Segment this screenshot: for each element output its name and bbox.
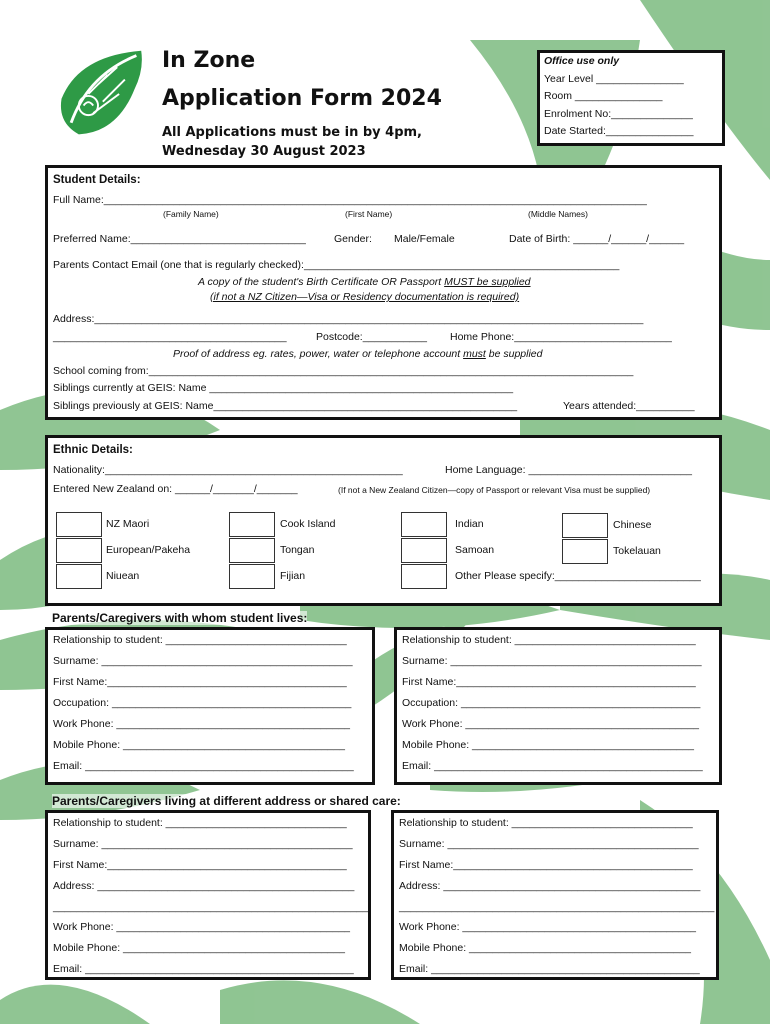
label-niuean: Niuean	[106, 570, 140, 582]
office-use-box	[537, 50, 725, 146]
other-parent2-email-field[interactable]: Email: ______________________________________________	[399, 963, 700, 975]
postcode-field[interactable]: Postcode:___________	[316, 331, 427, 343]
other-parent1-address-line2-field[interactable]: ______________________________________________________	[53, 901, 369, 913]
parent1-mobile-phone-field[interactable]: Mobile Phone: ______________________________________	[53, 739, 345, 751]
parent1-occupation-field[interactable]: Occupation: _________________________________________	[53, 697, 352, 709]
label-cook-island: Cook Island	[280, 518, 336, 530]
checkbox-indian[interactable]	[401, 512, 447, 537]
checkbox-european-pakeha[interactable]	[56, 538, 102, 563]
home-phone-field[interactable]: Home Phone:___________________________	[450, 331, 672, 343]
middle-names-hint: (Middle Names)	[528, 209, 588, 219]
checkbox-cook-island[interactable]	[229, 512, 275, 537]
checkbox-nz-maori[interactable]	[56, 512, 102, 537]
entered-nz-note: (If not a New Zealand Citizen—copy of Passport or relevant Visa must be supplied)	[338, 485, 651, 495]
other-parent2-box	[391, 810, 719, 980]
other-parent1-mobile-phone-field[interactable]: Mobile Phone: ______________________________________	[53, 942, 345, 954]
visa-note: (if not a NZ Citizen—Visa or Residency documentation is required)	[210, 291, 520, 303]
other-parent2-address-line2-field[interactable]: ______________________________________________________	[399, 901, 715, 913]
label-tokelauan: Tokelauan	[613, 545, 661, 557]
other-parent2-address-field[interactable]: Address: ____________________________________________	[399, 880, 701, 892]
checkbox-tongan[interactable]	[229, 538, 275, 563]
family-name-hint: (Family Name)	[163, 209, 219, 219]
student-details-heading: Student Details:	[53, 174, 141, 186]
other-parent1-surname-field[interactable]: Surname: ___________________________________________	[53, 838, 353, 850]
other-parent1-email-field[interactable]: Email: ______________________________________________	[53, 963, 354, 975]
other-parent2-work-phone-field[interactable]: Work Phone: ________________________________________	[399, 921, 697, 933]
other-parent2-relationship-field[interactable]: Relationship to student: _______________________________	[399, 817, 693, 829]
parent1-relationship-field[interactable]: Relationship to student: _______________________________	[53, 634, 347, 646]
checkbox-chinese[interactable]	[562, 513, 608, 538]
parent2-first-name-field[interactable]: First Name:_________________________________________	[402, 676, 696, 688]
proof-of-address-note	[173, 348, 543, 360]
form-title-line2: Application Form 2024	[162, 86, 442, 111]
office-year-level-field[interactable]: Year Level _______________	[544, 73, 684, 85]
date-of-birth-field[interactable]: Date of Birth: ______/______/______	[509, 233, 685, 245]
gender-label: Gender:	[334, 233, 372, 245]
address-field[interactable]: Address:______________________________________________________________________________________________	[53, 313, 644, 325]
parent1-work-phone-field[interactable]: Work Phone: ________________________________________	[53, 718, 351, 730]
ethnic-details-heading: Ethnic Details:	[53, 444, 133, 456]
deadline-line2: Wednesday 30 August 2023	[162, 144, 366, 159]
other-parent1-first-name-field[interactable]: First Name:_________________________________________	[53, 859, 347, 871]
office-room-field[interactable]: Room _______________	[544, 90, 663, 102]
siblings-current-field[interactable]: Siblings currently at GEIS: Name ____________________________________________________	[53, 382, 514, 394]
parent1-surname-field[interactable]: Surname: ___________________________________________	[53, 655, 353, 667]
school-coming-from-field[interactable]: School coming from:___________________________________________________________________________________	[53, 365, 634, 377]
student-details-section	[45, 165, 722, 420]
first-name-hint: (First Name)	[345, 209, 393, 219]
label-samoan: Samoan	[455, 544, 495, 556]
parent2-email-field[interactable]: Email: ______________________________________________	[402, 760, 703, 772]
proof-text-must: must	[463, 348, 486, 360]
other-parents-heading: Parents/Caregivers living at different address or shared care:	[52, 794, 401, 808]
years-attended-field[interactable]: Years attended:__________	[563, 400, 695, 412]
parents-email-field[interactable]: Parents Contact Email (one that is regularly checked):______________________________________________________	[53, 259, 620, 271]
school-logo	[50, 46, 146, 142]
other-parent1-work-phone-field[interactable]: Work Phone: ________________________________________	[53, 921, 351, 933]
other-parent2-mobile-phone-field[interactable]: Mobile Phone: ______________________________________	[399, 942, 691, 954]
proof-text-a: Proof of address eg. rates, power, water or telephone account	[173, 348, 464, 360]
form-title-line1: In Zone	[162, 48, 256, 73]
birth-cert-must: MUST be supplied	[444, 276, 531, 288]
office-date-started-field[interactable]: Date Started:_______________	[544, 125, 694, 137]
office-use-heading: Office use only	[544, 55, 620, 67]
other-specify-field[interactable]: Other Please specify:_________________________	[455, 570, 701, 582]
label-chinese: Chinese	[613, 519, 652, 531]
checkbox-fijian[interactable]	[229, 564, 275, 589]
checkbox-niuean[interactable]	[56, 564, 102, 589]
address-line2-field[interactable]: ________________________________________	[53, 331, 287, 343]
parent2-box	[394, 627, 722, 785]
nationality-field[interactable]: Nationality:___________________________________________________	[53, 464, 403, 476]
other-parent1-address-field[interactable]: Address: ____________________________________________	[53, 880, 355, 892]
home-language-field[interactable]: Home Language: ____________________________	[445, 464, 692, 476]
ethnic-details-section	[45, 435, 722, 606]
birth-certificate-note	[198, 276, 531, 288]
deadline-line1: All Applications must be in by 4pm,	[162, 125, 422, 140]
proof-text-b: be supplied	[485, 348, 543, 360]
other-parent2-surname-field[interactable]: Surname: ___________________________________________	[399, 838, 699, 850]
label-fijian: Fijian	[280, 570, 306, 582]
other-parent1-relationship-field[interactable]: Relationship to student: _______________________________	[53, 817, 347, 829]
parent2-work-phone-field[interactable]: Work Phone: ________________________________________	[402, 718, 700, 730]
preferred-name-field[interactable]: Preferred Name:______________________________	[53, 233, 306, 245]
checkbox-other[interactable]	[401, 564, 447, 589]
parent2-surname-field[interactable]: Surname: ___________________________________________	[402, 655, 702, 667]
label-tongan: Tongan	[280, 544, 315, 556]
parent1-box	[45, 627, 375, 785]
other-parent1-box	[45, 810, 371, 980]
checkbox-tokelauan[interactable]	[562, 539, 608, 564]
full-name-field[interactable]: Full Name:_____________________________________________________________________________________________	[53, 194, 647, 206]
entered-nz-field[interactable]: Entered New Zealand on: ______/_______/_______	[53, 483, 298, 495]
parent2-mobile-phone-field[interactable]: Mobile Phone: ______________________________________	[402, 739, 694, 751]
parent2-occupation-field[interactable]: Occupation: _________________________________________	[402, 697, 701, 709]
label-european-pakeha: European/Pakeha	[106, 544, 191, 556]
siblings-previous-field[interactable]: Siblings previously at GEIS: Name____________________________________________________	[53, 400, 518, 412]
parent1-email-field[interactable]: Email: ______________________________________________	[53, 760, 354, 772]
gender-options[interactable]: Male/Female	[394, 233, 455, 245]
label-indian: Indian	[455, 518, 484, 530]
parent2-relationship-field[interactable]: Relationship to student: _______________________________	[402, 634, 696, 646]
parent1-first-name-field[interactable]: First Name:_________________________________________	[53, 676, 347, 688]
checkbox-samoan[interactable]	[401, 538, 447, 563]
other-parent2-first-name-field[interactable]: First Name:_________________________________________	[399, 859, 693, 871]
label-nz-maori: NZ Maori	[106, 518, 150, 530]
office-enrolment-no-field[interactable]: Enrolment No:______________	[544, 108, 693, 120]
birth-cert-text: A copy of the student's Birth Certificate OR Passport	[198, 276, 445, 288]
parents-heading: Parents/Caregivers with whom student lives:	[52, 611, 308, 625]
